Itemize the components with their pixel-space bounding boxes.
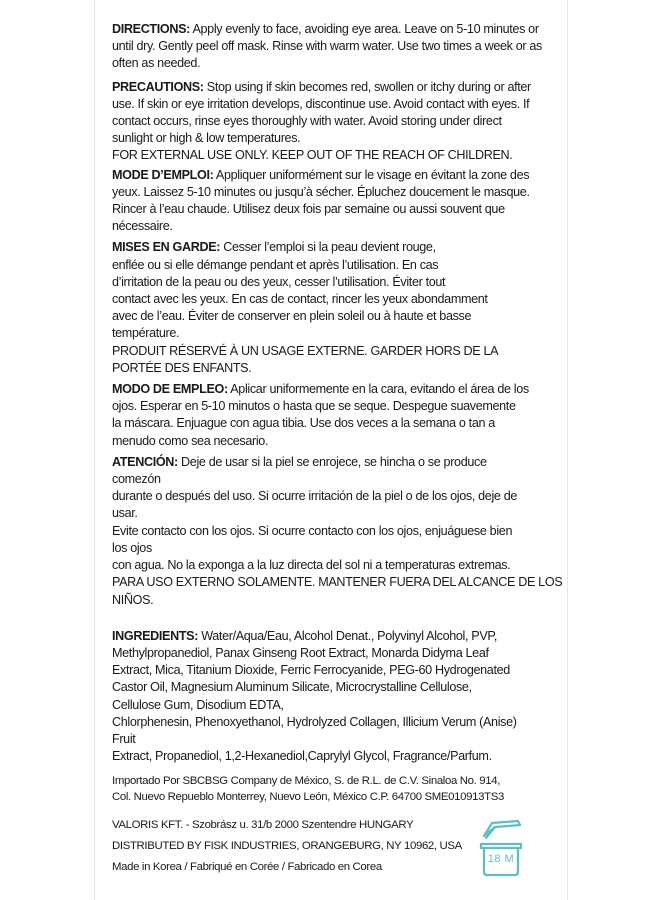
mises-en-garde-line: MISES EN GARDE: Cesser l’emploi si la peau devient rouge, — [112, 240, 436, 255]
directions-line: DIRECTIONS: Apply evenly to face, avoiding eye area. Leave on 5-10 minutes or — [112, 22, 539, 36]
modo-empleo-line: ojos. Esperar en 5-10 minutos o hasta que se seque. Despegue suavemente — [112, 399, 516, 414]
importer-line: Col. Nuevo Repueblo Monterrey, Nuevo León, México C.P. 64700 SME010913TS3 — [112, 791, 504, 804]
mises-en-garde-line: avec de l’eau. Éviter de conserver en plein soleil ou à haute et basse — [112, 309, 472, 324]
atencion-line: PARA USO EXTERNO SOLAMENTE. MANTENER FUERA DEL ALCANCE DE LOS — [112, 575, 563, 590]
precautions-line: PRECAUTIONS: Stop using if skin becomes red, swollen or itchy during or after — [112, 79, 531, 94]
atencion-label: ATENCIÓN: — [112, 454, 178, 469]
atencion-line: con agua. No la exponga a la luz directa del sol ni a temperaturas extremas. — [112, 558, 511, 573]
mises-en-garde-label: MISES EN GARDE: — [112, 240, 221, 255]
importer-line: Importado Por SBCBSG Company de México, S. de R.L. de C.V. Sinaloa No. 914, — [112, 775, 501, 788]
ingredients-line: Castor Oil, Magnesium Aluminum Silicate, Microcrystalline Cellulose, — [112, 680, 472, 695]
ingredients-line: Extract, Propanediol, 1,2-Hexanediol,Caprylyl Glycol, Fragrance/Parfum. — [112, 749, 492, 764]
precautions-label: PRECAUTIONS: — [112, 79, 204, 94]
modo-empleo-label: MODO DE EMPLEO: — [112, 382, 228, 397]
atencion-line: NIÑOS. — [112, 592, 154, 607]
precautions-line: contact occurs, rinse eyes thoroughly with water. Avoid storing under direct — [112, 114, 502, 129]
atencion-line: Evite contacto con los ojos. Si ocurre contacto con los ojos, enjuáguese bien — [112, 523, 513, 538]
distribution-line: Made in Korea / Fabriqué en Corée / Fabricado en Corea — [112, 861, 382, 874]
atencion-line: durante o después del uso. Si ocurre irritación de la piel o de los ojos, deje de — [112, 489, 518, 504]
precautions-line: sunlight or high & low temperatures. — [112, 131, 301, 146]
modo-empleo-line: MODO DE EMPLEO: Aplicar uniformemente en la cara, evitando el área de los — [112, 382, 529, 397]
mode-emploi-line: MODE D’EMPLOI: Appliquer uniformément sur le visage en évitant la zone des — [112, 167, 530, 182]
mises-en-garde-line: d’irritation de la peau ou des yeux, cesser l’utilisation. Éviter tout — [112, 274, 446, 289]
mode-emploi-label: MODE D’EMPLOI: — [112, 167, 214, 182]
ingredients-line: Methylpropanediol, Panax Ginseng Root Extract, Monarda Didyma Leaf — [112, 645, 489, 660]
atencion-line: comezón — [112, 472, 161, 487]
mises-en-garde-line: enflée ou si elle démange pendant et après l’utilisation. En cas — [112, 257, 439, 272]
atencion-line: ATENCIÓN: Deje de usar si la piel se enrojece, se hincha o se produce — [112, 454, 487, 469]
ingredients-line: Fruit — [112, 731, 136, 746]
mises-en-garde-line: PRODUIT RÉSERVÉ À UN USAGE EXTERNE. GARDER HORS DE LA — [112, 343, 499, 358]
mises-en-garde-line: PORTÉE DES ENFANTS. — [112, 360, 252, 375]
precautions-section — [112, 79, 562, 165]
pao-months-label: 18 M — [487, 853, 515, 865]
precautions-line: FOR EXTERNAL USE ONLY. KEEP OUT OF THE REACH OF CHILDREN. — [112, 148, 513, 163]
precautions-line: use. If skin or eye irritation develops, discontinue use. Avoid contact with eyes. If — [112, 96, 530, 111]
period-after-opening-symbol — [478, 816, 524, 878]
directions-line: often as needed. — [112, 56, 201, 71]
modo-empleo-line: la máscara. Enjuague con agua tibia. Use dos veces a la semana o tan a — [112, 416, 495, 431]
mises-en-garde-line: température. — [112, 326, 180, 341]
modo-empleo-line: menudo como sea necesario. — [112, 433, 269, 448]
directions-label: DIRECTIONS: — [112, 22, 191, 36]
distribution-line: DISTRIBUTED BY FISK INDUSTRIES, ORANGEBURG, NY 10962, USA — [112, 840, 462, 853]
atencion-line: usar. — [112, 506, 138, 521]
ingredients-line: Extract, Mica, Titanium Dioxide, Ferric Ferrocyanide, PEG-60 Hydrogenated — [112, 663, 510, 678]
ingredients-label: INGREDIENTS: — [112, 628, 199, 643]
directions-line: until dry. Gently peel off mask. Rinse with warm water. Use two times a week or as — [112, 39, 542, 54]
mode-emploi-line: yeux. Laissez 5-10 minutes ou jusqu’à sécher. Épluchez doucement le masque. — [112, 184, 530, 199]
ingredients-line: Chlorphenesin, Phenoxyethanol, Hydrolyzed Collagen, Illicium Verum (Anise) — [112, 714, 517, 729]
open-jar-icon — [478, 816, 524, 878]
mode-emploi-line: Rincer à l’eau chaude. Utilisez deux fois par semaine ou aussi souvent que — [112, 202, 505, 217]
mode-emploi-section — [112, 167, 562, 236]
mises-en-garde-line: contact avec les yeux. En cas de contact, rincer les yeux abondamment — [112, 292, 488, 307]
ingredients-line: Cellulose Gum, Disodium EDTA, — [112, 697, 284, 712]
mode-emploi-line: nécessaire. — [112, 219, 173, 234]
modo-empleo-section — [112, 381, 562, 450]
distribution-line: VALORIS KFT. - Szobrász u. 31/b 2000 Szentendre HUNGARY — [112, 819, 414, 832]
atencion-line: los ojos — [112, 540, 152, 555]
importer-section — [112, 773, 562, 805]
ingredients-section — [112, 628, 562, 766]
label-text — [112, 21, 562, 884]
atencion-section — [112, 454, 562, 609]
directions-section — [112, 21, 562, 73]
ingredients-line: INGREDIENTS: Water/Aqua/Eau, Alcohol Denat., Polyvinyl Alcohol, PVP, — [112, 628, 497, 643]
mises-en-garde-section — [112, 239, 562, 377]
